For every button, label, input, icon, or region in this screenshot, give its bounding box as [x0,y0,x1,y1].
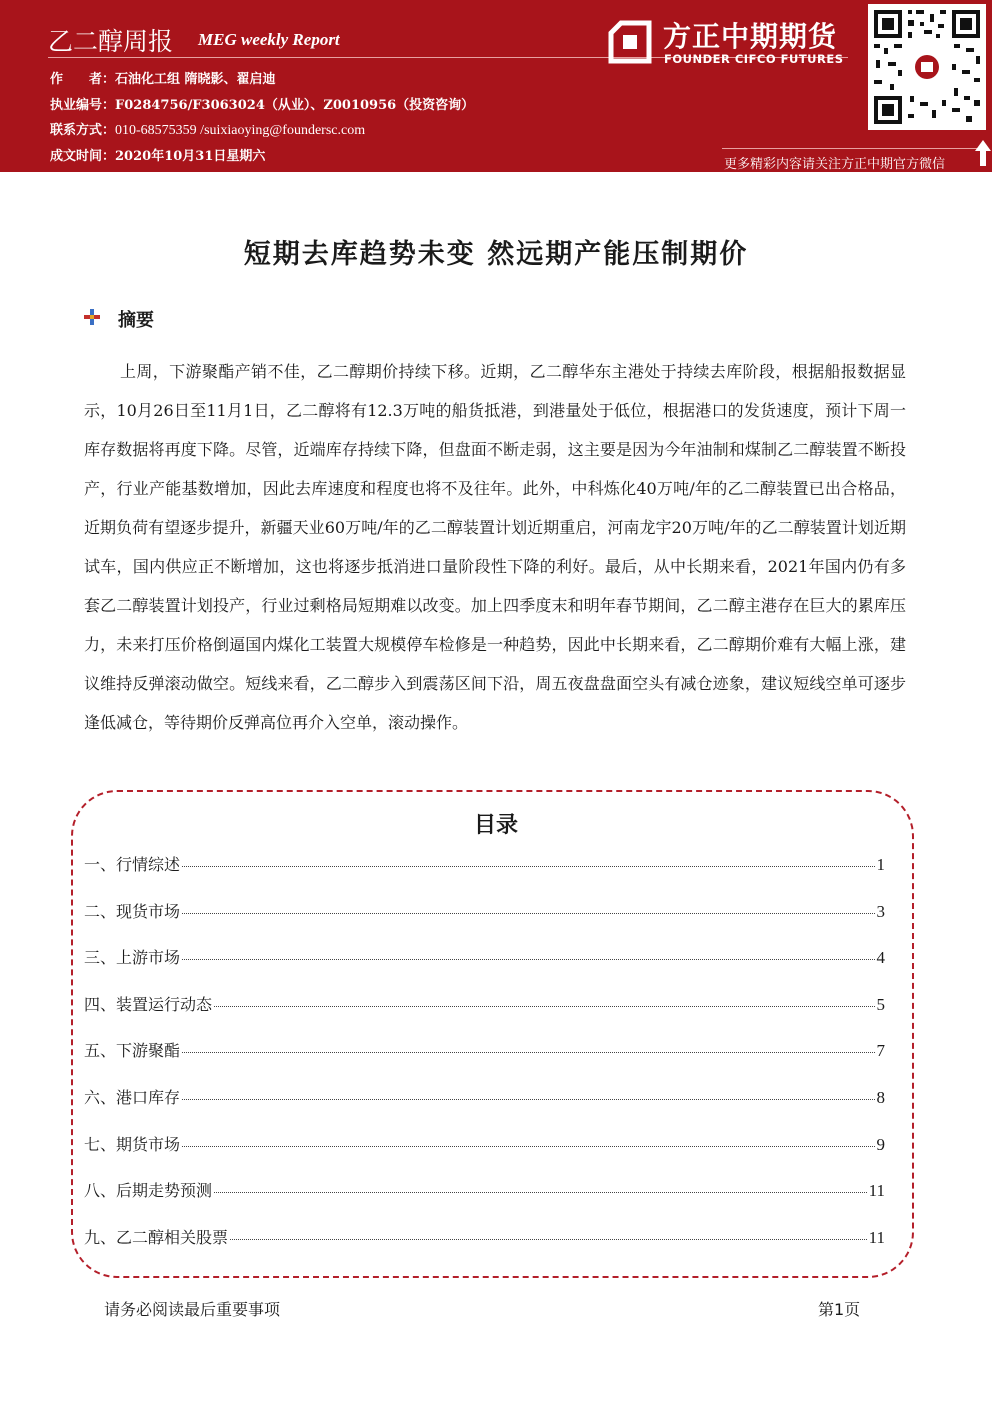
author-value: 石油化工组 隋晓影、翟启迪 [115,72,276,87]
toc-entry[interactable] [84,1132,885,1179]
toc-leader-dots [182,866,874,867]
toc-entry-label: 四、装置运行动态 [84,994,213,1014]
toc-leader-dots [182,913,874,914]
toc-entry[interactable] [84,1085,885,1132]
date-value: 2020年10月31日星期六 [115,149,266,164]
license-line [50,94,474,113]
toc-entry[interactable] [84,992,885,1039]
author-line [50,68,276,87]
toc-leader-dots [214,1192,867,1193]
toc-entry-page: 1 [876,855,885,874]
company-logo-icon [607,19,653,65]
toc-entry-page: 5 [876,994,885,1014]
toc-entry-page: 4 [876,948,885,968]
license-value: F0284756/F3063024（从业）、Z0010956（投资咨询） [115,98,475,113]
date-line [50,145,265,164]
toc-entry-label: 七、期货市场 [84,1134,181,1154]
report-title: 乙二醇周报 [48,27,174,56]
toc-leader-dots [214,1006,874,1007]
toc-leader-dots [182,1099,874,1100]
toc-list [84,852,885,1271]
section-bullet-icon [84,309,100,325]
toc-entry[interactable] [84,1225,885,1272]
toc-entry-page: 9 [876,1134,885,1154]
wechat-qr-code-icon[interactable] [868,4,986,130]
wechat-divider [722,148,987,149]
toc-entry-label: 三、上游市场 [84,948,181,968]
toc-title: 目录 [473,813,518,838]
company-brand [607,15,855,69]
toc-entry[interactable] [84,899,885,946]
date-label: 成文时间： [50,149,116,164]
toc-entry-label: 六、港口库存 [84,1087,181,1107]
license-label: 执业编号： [50,98,116,113]
toc-entry[interactable] [84,1178,885,1225]
toc-entry-label: 八、后期走势预测 [84,1181,213,1201]
toc-entry-page: 7 [876,1041,885,1061]
author-label: 作 者： [50,72,116,87]
toc-entry-page: 11 [868,1227,885,1247]
footer-page-number: 第1页 [818,1300,861,1319]
report-header [0,0,992,172]
toc-entry-page: 11 [868,1181,885,1201]
toc-entry-page: 8 [876,1087,885,1107]
contact-label: 联系方式： [50,123,116,138]
toc-entry-label: 一、行情综述 [84,855,181,874]
article-title: 短期去库趋势未变 然远期产能压制期价 [243,239,749,270]
toc-leader-dots [182,959,874,960]
brand-name-en: FOUNDER CIFCO FUTURES [664,52,844,66]
summary-heading: 摘要 [118,310,154,331]
arrow-up-icon [974,138,992,168]
toc-entry[interactable] [84,852,885,899]
toc-leader-dots [182,1052,874,1053]
toc-entry-label: 二、现货市场 [84,901,181,921]
contact-value: 010-68575359 /suixiaoying@foundersc.com [115,123,366,138]
wechat-follow-note: 更多精彩内容请关注方正中期官方微信 [724,157,946,172]
toc-leader-dots [230,1239,867,1240]
report-subtitle: MEG weekly Report [198,30,340,49]
toc-entry-label: 五、下游聚酯 [84,1041,181,1061]
footer-notice: 请务必阅读最后重要事项 [104,1300,281,1319]
summary-paragraph: 上周，下游聚酯产销不佳，乙二醇期价持续下移。近期，乙二醇华东主港处于持续去库阶段，根据船报数据显示，10月26日至11月1日，乙二醇将有12.3万吨的船货抵港，到港量处于低位，根据港口的发货速度，预计下周一库存数据将再度下降。尽管，近端库存持续下降，但盘面不断走弱，这主要是因为今年油制和煤制乙二醇装置不断投产，行业产能基数增加，因此去库速度和程度也将不及往年。此外，中科炼化40万吨/年的乙二醇装置已出合格品，近期负荷有望逐步提升，新疆天业60万吨/年的乙二醇装置计划近期重启，河南龙宇20万吨/年的乙二醇装置计划近期试车，国内供应正不断增加，这也将逐步抵消进口量阶段性下降的利好。最后，从中长期来看，2021年国内仍有多套乙二醇装置计划投产，行业过剩格局短期难以改变。加上四季度末和明年春节期间，乙二醇主港存在巨大的累库压力，未来打压价格倒逼国内煤化工装置大规模停车检修是一种趋势，因此中长期来看，乙二醇期价难有大幅上涨，建议维持反弹滚动做空。短线来看，乙二醇步入到震荡区间下沿，周五夜盘盘面空头有减仓迹象，建议短线空单可逐步逢低减仓，等待期价反弹高位再介入空单，滚动操作。 [84,362,906,732]
toc-entry-page: 3 [876,901,885,921]
toc-entry-label: 九、乙二醇相关股票 [84,1227,229,1247]
toc-entry[interactable] [84,1038,885,1085]
brand-name-cn: 方正中期期货 [663,20,838,53]
toc-entry[interactable] [84,945,885,992]
contact-line [50,119,365,139]
toc-leader-dots [182,1146,874,1147]
